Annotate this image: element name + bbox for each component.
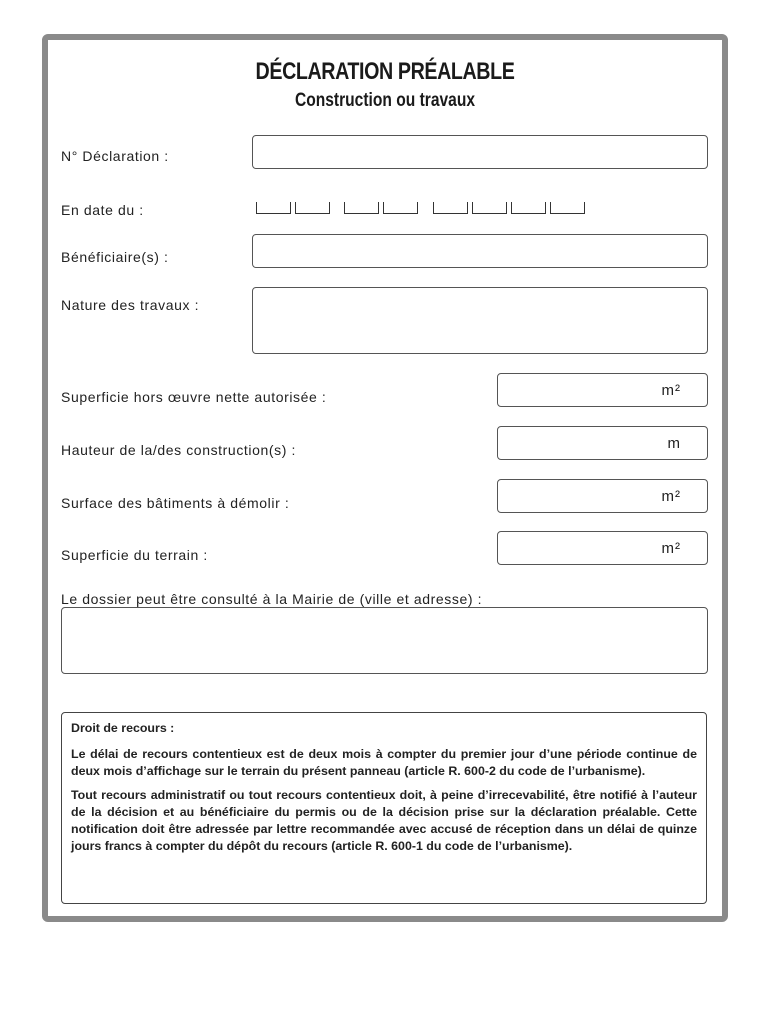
date-year-digit-2[interactable] xyxy=(472,202,507,214)
superficie-terrain-field[interactable] xyxy=(497,531,708,565)
hauteur-unit: m xyxy=(667,435,681,452)
hauteur-label: Hauteur de la/des construction(s) : xyxy=(61,442,296,458)
date-year-digit-4[interactable] xyxy=(550,202,585,214)
date-year-digit-1[interactable] xyxy=(433,202,468,214)
recours-title: Droit de recours : xyxy=(71,721,175,735)
superficie-terrain-unit: m² xyxy=(661,540,681,557)
surface-demolir-field[interactable] xyxy=(497,479,708,513)
recours-box xyxy=(61,712,707,904)
declaration-panel xyxy=(42,34,728,922)
date-day-digit-1[interactable] xyxy=(256,202,291,214)
numero-field[interactable] xyxy=(252,135,708,169)
superficie-terrain-label: Superficie du terrain : xyxy=(61,547,208,563)
nature-field[interactable] xyxy=(252,287,708,354)
superficie-shon-field[interactable] xyxy=(497,373,708,407)
recours-paragraph-2: Tout recours administratif ou tout recours contentieux doit, à peine d’irrecevabilité, être notifié à l’auteur de la décision et au bénéficiaire du permis ou de la décision prise sur la déclaration préalable. Cette notification doit être adressée par lettre recommandée avec accusé de réception dans un délai de quinze jours francs à compter du dépôt du recours (article R. 600-1 du code de l’urbanisme). xyxy=(71,788,697,853)
date-label: En date du : xyxy=(61,202,144,218)
dossier-field[interactable] xyxy=(61,607,708,674)
surface-demolir-label: Surface des bâtiments à démolir : xyxy=(61,495,290,511)
date-month-digit-2[interactable] xyxy=(383,202,418,214)
nature-label: Nature des travaux : xyxy=(61,297,200,313)
date-year-digit-3[interactable] xyxy=(511,202,546,214)
date-day-digit-2[interactable] xyxy=(295,202,330,214)
hauteur-field[interactable] xyxy=(497,426,708,460)
surface-demolir-unit: m² xyxy=(661,488,681,505)
beneficiaire-field[interactable] xyxy=(252,234,708,268)
dossier-label: Le dossier peut être consulté à la Mairie de (ville et adresse) : xyxy=(61,591,483,607)
page-title: DÉCLARATION PRÉALABLE xyxy=(255,58,515,85)
beneficiaire-label: Bénéficiaire(s) : xyxy=(61,249,169,265)
page-subtitle: Construction ou travaux xyxy=(294,90,476,111)
numero-label: N° Déclaration : xyxy=(61,148,169,164)
date-month-digit-1[interactable] xyxy=(344,202,379,214)
recours-paragraph-1: Le délai de recours contentieux est de deux mois à compter du premier jour d’une période continue de deux mois d’affichage sur le terrain du présent panneau (article R. 600-2 du code de l’urbanisme). xyxy=(71,747,697,778)
superficie-shon-unit: m² xyxy=(661,382,681,399)
superficie-shon-label: Superficie hors œuvre nette autorisée : xyxy=(61,389,327,405)
